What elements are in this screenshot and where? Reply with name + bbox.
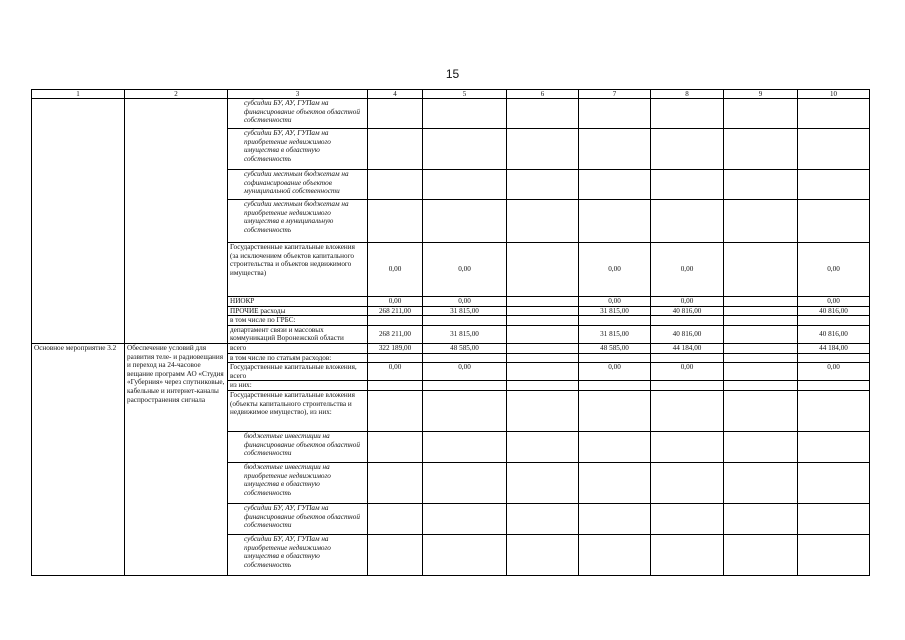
- value-cell: [651, 381, 724, 391]
- value-cell: 0,00: [368, 363, 423, 381]
- value-cell: [507, 363, 579, 381]
- value-cell: [368, 170, 423, 200]
- expense-label-cell: Государственные капитальные вложения (объекты капитального строительства и недвижимое имущество), из них:: [228, 390, 368, 431]
- value-cell: [423, 353, 507, 363]
- activity-name-cell: Обеспечение условий для развития теле- и радиовещания и переход на 24-часовое вещание программ АО «Студия «Губерния» через спутниковые, кабельные и интернет-каналы распространения сигнала: [125, 343, 228, 575]
- value-cell: [368, 129, 423, 170]
- value-cell: [651, 129, 724, 170]
- column-header: 9: [724, 90, 798, 99]
- column-header: 6: [507, 90, 579, 99]
- value-cell: [507, 462, 579, 503]
- value-cell: [798, 381, 870, 391]
- value-cell: [724, 343, 798, 353]
- value-cell: 40 816,00: [798, 325, 870, 343]
- column-header: 2: [125, 90, 228, 99]
- value-cell: [798, 390, 870, 431]
- value-cell: 0,00: [798, 363, 870, 381]
- value-cell: [507, 129, 579, 170]
- value-cell: 0,00: [651, 243, 724, 297]
- value-cell: [724, 325, 798, 343]
- expense-label-cell: ПРОЧИЕ расходы: [228, 306, 368, 316]
- value-cell: [798, 431, 870, 462]
- value-cell: [423, 390, 507, 431]
- value-cell: 31 815,00: [423, 325, 507, 343]
- value-cell: [579, 503, 651, 534]
- value-cell: [579, 462, 651, 503]
- value-cell: [368, 200, 423, 243]
- value-cell: 40 816,00: [651, 325, 724, 343]
- value-cell: [579, 390, 651, 431]
- value-cell: 0,00: [368, 297, 423, 307]
- value-cell: 0,00: [651, 363, 724, 381]
- value-cell: [579, 534, 651, 575]
- value-cell: [651, 503, 724, 534]
- value-cell: [423, 534, 507, 575]
- value-cell: [423, 503, 507, 534]
- table-row: [32, 343, 870, 353]
- value-cell: [368, 316, 423, 326]
- value-cell: [724, 129, 798, 170]
- value-cell: [724, 353, 798, 363]
- budget-table: [31, 89, 870, 576]
- expense-label-cell: бюджетные инвестиции на финансирование объектов областной собственности: [228, 431, 368, 462]
- expense-label-cell: субсидии местным бюджетам на софинансирование объектов муниципальной собственности: [228, 170, 368, 200]
- expense-label-cell: субсидии местным бюджетам на приобретение недвижимого имущества в муниципальную собственность: [228, 200, 368, 243]
- value-cell: [724, 363, 798, 381]
- value-cell: [798, 534, 870, 575]
- value-cell: [798, 316, 870, 326]
- value-cell: [724, 503, 798, 534]
- value-cell: 268 211,00: [368, 325, 423, 343]
- value-cell: [651, 170, 724, 200]
- expense-label-cell: департамент связи и массовых коммуникаций Воронежской области: [228, 325, 368, 343]
- header-row: [32, 90, 870, 99]
- value-cell: [798, 170, 870, 200]
- activity-code-cell: [32, 99, 125, 344]
- value-cell: 44 184,00: [651, 343, 724, 353]
- value-cell: [579, 316, 651, 326]
- value-cell: [798, 503, 870, 534]
- value-cell: [423, 381, 507, 391]
- value-cell: [798, 353, 870, 363]
- value-cell: [579, 200, 651, 243]
- value-cell: 0,00: [423, 363, 507, 381]
- expense-label-cell: в том числе по ГРБС:: [228, 316, 368, 326]
- page-number: 15: [445, 67, 460, 81]
- value-cell: [507, 503, 579, 534]
- expense-label-cell: субсидии БУ, АУ, ГУПам на финансирование объектов областной собственности: [228, 99, 368, 129]
- value-cell: [724, 390, 798, 431]
- column-header: 4: [368, 90, 423, 99]
- value-cell: 0,00: [798, 297, 870, 307]
- value-cell: [423, 129, 507, 170]
- value-cell: [724, 170, 798, 200]
- value-cell: [651, 534, 724, 575]
- value-cell: 0,00: [368, 243, 423, 297]
- expense-label-cell: субсидии БУ, АУ, ГУПам на приобретение недвижимого имущества в областную собственность: [228, 129, 368, 170]
- value-cell: [507, 297, 579, 307]
- value-cell: 44 184,00: [798, 343, 870, 353]
- column-header: 8: [651, 90, 724, 99]
- table-body: [32, 90, 870, 576]
- value-cell: [579, 170, 651, 200]
- value-cell: [724, 462, 798, 503]
- value-cell: [798, 99, 870, 129]
- value-cell: [651, 462, 724, 503]
- value-cell: [507, 381, 579, 391]
- expense-label-cell: из них:: [228, 381, 368, 391]
- value-cell: [579, 129, 651, 170]
- value-cell: 31 815,00: [579, 325, 651, 343]
- expense-label-cell: субсидии БУ, АУ, ГУПам на финансирование объектов областной собственности: [228, 503, 368, 534]
- value-cell: [507, 316, 579, 326]
- value-cell: 31 815,00: [579, 306, 651, 316]
- value-cell: [507, 534, 579, 575]
- expense-label-cell: в том числе по статьям расходов:: [228, 353, 368, 363]
- column-header: 3: [228, 90, 368, 99]
- value-cell: [579, 431, 651, 462]
- activity-code-cell: Основное мероприятие 3.2: [32, 343, 125, 575]
- value-cell: [423, 170, 507, 200]
- table-row: [32, 99, 870, 129]
- value-cell: [423, 200, 507, 243]
- column-header: 1: [32, 90, 125, 99]
- value-cell: [368, 462, 423, 503]
- value-cell: [724, 99, 798, 129]
- value-cell: [507, 343, 579, 353]
- value-cell: [579, 381, 651, 391]
- value-cell: [579, 353, 651, 363]
- expense-label-cell: Государственные капитальные вложения, всего: [228, 363, 368, 381]
- value-cell: [724, 431, 798, 462]
- value-cell: [507, 243, 579, 297]
- value-cell: 31 815,00: [423, 306, 507, 316]
- value-cell: 0,00: [579, 363, 651, 381]
- value-cell: [423, 462, 507, 503]
- value-cell: 268 211,00: [368, 306, 423, 316]
- value-cell: [423, 99, 507, 129]
- value-cell: [368, 353, 423, 363]
- value-cell: [368, 503, 423, 534]
- value-cell: [724, 243, 798, 297]
- column-header: 7: [579, 90, 651, 99]
- value-cell: [651, 353, 724, 363]
- value-cell: [507, 200, 579, 243]
- expense-label-cell: бюджетные инвестиции на приобретение недвижимого имущества в областную собственность: [228, 462, 368, 503]
- value-cell: [798, 200, 870, 243]
- value-cell: 40 816,00: [798, 306, 870, 316]
- value-cell: [651, 316, 724, 326]
- expense-label-cell: НИОКР: [228, 297, 368, 307]
- value-cell: [724, 316, 798, 326]
- activity-name-cell: [125, 99, 228, 344]
- value-cell: [368, 431, 423, 462]
- value-cell: [368, 390, 423, 431]
- value-cell: [507, 390, 579, 431]
- value-cell: [368, 381, 423, 391]
- value-cell: [724, 200, 798, 243]
- expense-label-cell: Государственные капитальные вложения (за исключением объектов капитального строительства и объектов недвижимого имущества): [228, 243, 368, 297]
- value-cell: [651, 99, 724, 129]
- value-cell: [368, 99, 423, 129]
- value-cell: [507, 306, 579, 316]
- value-cell: [579, 99, 651, 129]
- value-cell: [724, 534, 798, 575]
- value-cell: 48 585,00: [423, 343, 507, 353]
- value-cell: 0,00: [579, 243, 651, 297]
- expense-label-cell: субсидии БУ, АУ, ГУПам на приобретение недвижимого имущества в областную собственность: [228, 534, 368, 575]
- value-cell: [651, 390, 724, 431]
- value-cell: [798, 129, 870, 170]
- value-cell: [423, 316, 507, 326]
- value-cell: [423, 431, 507, 462]
- value-cell: 0,00: [579, 297, 651, 307]
- value-cell: 0,00: [651, 297, 724, 307]
- column-header: 5: [423, 90, 507, 99]
- value-cell: [507, 99, 579, 129]
- value-cell: [651, 431, 724, 462]
- value-cell: [507, 353, 579, 363]
- value-cell: 0,00: [423, 243, 507, 297]
- value-cell: [651, 200, 724, 243]
- value-cell: 0,00: [798, 243, 870, 297]
- value-cell: 48 585,00: [579, 343, 651, 353]
- expense-label-cell: всего: [228, 343, 368, 353]
- value-cell: [507, 170, 579, 200]
- value-cell: [724, 297, 798, 307]
- value-cell: [724, 381, 798, 391]
- column-header: 10: [798, 90, 870, 99]
- value-cell: [368, 534, 423, 575]
- value-cell: 322 189,00: [368, 343, 423, 353]
- value-cell: [798, 462, 870, 503]
- value-cell: [507, 325, 579, 343]
- value-cell: 0,00: [423, 297, 507, 307]
- value-cell: 40 816,00: [651, 306, 724, 316]
- value-cell: [724, 306, 798, 316]
- value-cell: [507, 431, 579, 462]
